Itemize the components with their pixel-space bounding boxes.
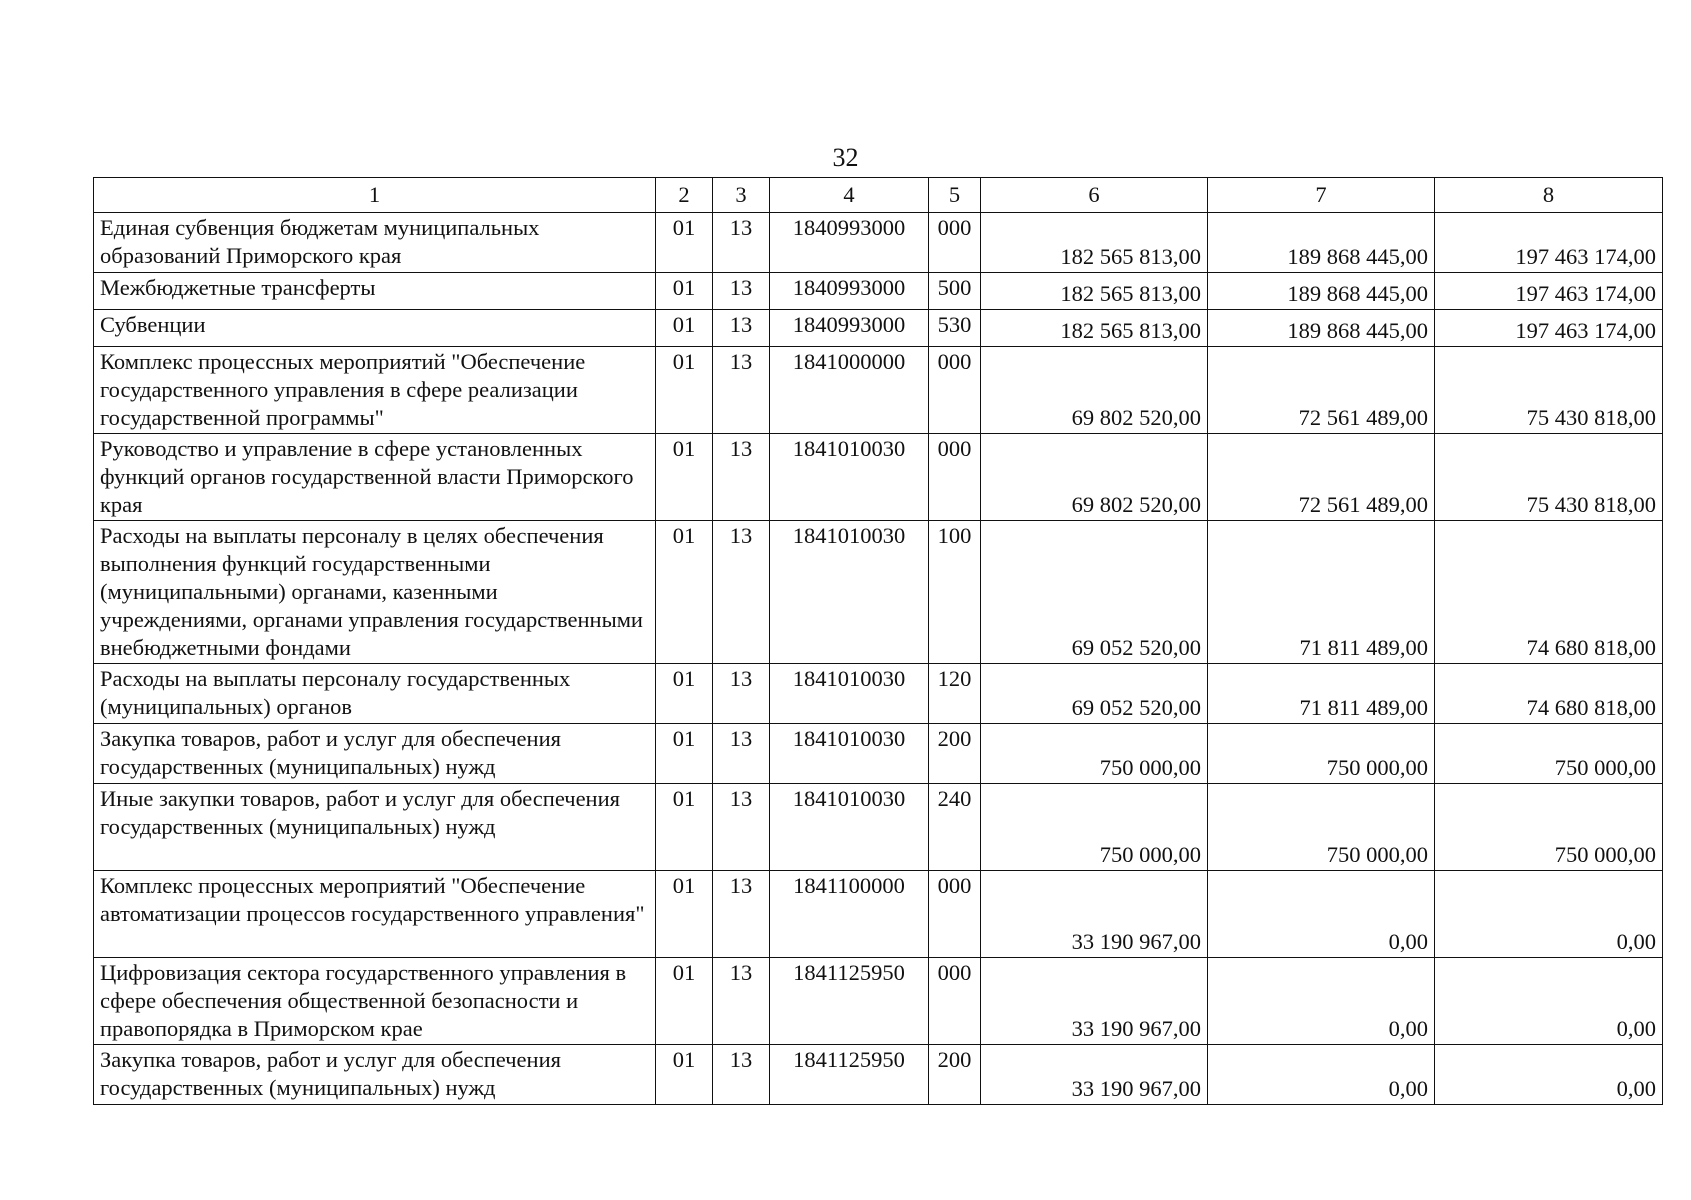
table-row bbox=[94, 871, 1663, 958]
target-article-cell: 1841010030 bbox=[770, 664, 929, 724]
amount-col7-cell: 72 561 489,00 bbox=[1208, 434, 1435, 521]
target-article-cell: 1841010030 bbox=[770, 724, 929, 784]
target-article-cell: 1841010030 bbox=[770, 434, 929, 521]
section-code-cell: 01 bbox=[656, 434, 713, 521]
column-number-header: 7 bbox=[1208, 178, 1435, 213]
subsection-code-cell: 13 bbox=[713, 871, 770, 958]
subsection-code-cell: 13 bbox=[713, 958, 770, 1045]
table-row bbox=[94, 310, 1663, 347]
amount-col6-cell: 69 052 520,00 bbox=[981, 664, 1208, 724]
amount-col8-cell: 0,00 bbox=[1435, 1045, 1663, 1105]
item-name-cell: Закупка товаров, работ и услуг для обеспечения государственных (муниципальных) нужд bbox=[94, 1045, 656, 1105]
subsection-code-cell: 13 bbox=[713, 724, 770, 784]
target-article-cell: 1840993000 bbox=[770, 273, 929, 310]
amount-col8-cell: 750 000,00 bbox=[1435, 784, 1663, 871]
target-article-cell: 1840993000 bbox=[770, 310, 929, 347]
amount-col6-cell: 182 565 813,00 bbox=[981, 273, 1208, 310]
expense-type-cell: 200 bbox=[929, 724, 981, 784]
target-article-cell: 1840993000 bbox=[770, 213, 929, 273]
expense-type-cell: 000 bbox=[929, 347, 981, 434]
page-number: 32 bbox=[832, 143, 859, 172]
item-name-cell: Комплекс процессных мероприятий "Обеспечение государственного управления в сфере реализации государственной программы" bbox=[94, 347, 656, 434]
expense-type-cell: 500 bbox=[929, 273, 981, 310]
item-name-cell: Расходы на выплаты персоналу в целях обеспечения выполнения функций государственными (муниципальными) органами, казенными учреждениями, органами управления государственными внебюджетными фондами bbox=[94, 521, 656, 664]
section-code-cell: 01 bbox=[656, 784, 713, 871]
item-name-cell: Расходы на выплаты персоналу государственных (муниципальных) органов bbox=[94, 664, 656, 724]
item-name-cell: Субвенции bbox=[94, 310, 656, 347]
column-number-header: 2 bbox=[656, 178, 713, 213]
section-code-cell: 01 bbox=[656, 347, 713, 434]
expense-type-cell: 120 bbox=[929, 664, 981, 724]
budget-table bbox=[93, 177, 1663, 1105]
subsection-code-cell: 13 bbox=[713, 664, 770, 724]
target-article-cell: 1841010030 bbox=[770, 784, 929, 871]
amount-col8-cell: 197 463 174,00 bbox=[1435, 273, 1663, 310]
expense-type-cell: 200 bbox=[929, 1045, 981, 1105]
column-number-header: 4 bbox=[770, 178, 929, 213]
expense-type-cell: 000 bbox=[929, 434, 981, 521]
amount-col8-cell: 197 463 174,00 bbox=[1435, 310, 1663, 347]
table-row bbox=[94, 958, 1663, 1045]
column-number-header-row bbox=[94, 178, 1663, 213]
subsection-code-cell: 13 bbox=[713, 347, 770, 434]
section-code-cell: 01 bbox=[656, 871, 713, 958]
table-row bbox=[94, 784, 1663, 871]
amount-col6-cell: 69 052 520,00 bbox=[981, 521, 1208, 664]
amount-col6-cell: 33 190 967,00 bbox=[981, 958, 1208, 1045]
section-code-cell: 01 bbox=[656, 521, 713, 664]
amount-col8-cell: 75 430 818,00 bbox=[1435, 434, 1663, 521]
section-code-cell: 01 bbox=[656, 273, 713, 310]
item-name-cell: Закупка товаров, работ и услуг для обеспечения государственных (муниципальных) нужд bbox=[94, 724, 656, 784]
amount-col7-cell: 0,00 bbox=[1208, 871, 1435, 958]
amount-col8-cell: 0,00 bbox=[1435, 958, 1663, 1045]
amount-col7-cell: 0,00 bbox=[1208, 1045, 1435, 1105]
table-row bbox=[94, 273, 1663, 310]
subsection-code-cell: 13 bbox=[713, 1045, 770, 1105]
column-number-header: 5 bbox=[929, 178, 981, 213]
amount-col6-cell: 182 565 813,00 bbox=[981, 310, 1208, 347]
table-row bbox=[94, 521, 1663, 664]
amount-col7-cell: 189 868 445,00 bbox=[1208, 310, 1435, 347]
amount-col7-cell: 71 811 489,00 bbox=[1208, 521, 1435, 664]
section-code-cell: 01 bbox=[656, 958, 713, 1045]
amount-col8-cell: 750 000,00 bbox=[1435, 724, 1663, 784]
amount-col7-cell: 0,00 bbox=[1208, 958, 1435, 1045]
expense-type-cell: 000 bbox=[929, 871, 981, 958]
subsection-code-cell: 13 bbox=[713, 434, 770, 521]
table-row bbox=[94, 213, 1663, 273]
amount-col6-cell: 33 190 967,00 bbox=[981, 871, 1208, 958]
amount-col7-cell: 71 811 489,00 bbox=[1208, 664, 1435, 724]
item-name-cell: Межбюджетные трансферты bbox=[94, 273, 656, 310]
subsection-code-cell: 13 bbox=[713, 273, 770, 310]
table-row bbox=[94, 347, 1663, 434]
amount-col6-cell: 182 565 813,00 bbox=[981, 213, 1208, 273]
subsection-code-cell: 13 bbox=[713, 213, 770, 273]
expense-type-cell: 240 bbox=[929, 784, 981, 871]
item-name-cell: Руководство и управление в сфере установленных функций органов государственной власти Приморского края bbox=[94, 434, 656, 521]
item-name-cell: Комплекс процессных мероприятий "Обеспечение автоматизации процессов государственного управления" bbox=[94, 871, 656, 958]
target-article-cell: 1841010030 bbox=[770, 521, 929, 664]
table-row bbox=[94, 434, 1663, 521]
section-code-cell: 01 bbox=[656, 724, 713, 784]
subsection-code-cell: 13 bbox=[713, 310, 770, 347]
amount-col8-cell: 75 430 818,00 bbox=[1435, 347, 1663, 434]
item-name-cell: Единая субвенция бюджетам муниципальных образований Приморского края bbox=[94, 213, 656, 273]
amount-col6-cell: 69 802 520,00 bbox=[981, 434, 1208, 521]
target-article-cell: 1841000000 bbox=[770, 347, 929, 434]
expense-type-cell: 530 bbox=[929, 310, 981, 347]
amount-col7-cell: 189 868 445,00 bbox=[1208, 213, 1435, 273]
amount-col8-cell: 74 680 818,00 bbox=[1435, 521, 1663, 664]
expense-type-cell: 000 bbox=[929, 958, 981, 1045]
target-article-cell: 1841125950 bbox=[770, 958, 929, 1045]
amount-col8-cell: 74 680 818,00 bbox=[1435, 664, 1663, 724]
amount-col6-cell: 33 190 967,00 bbox=[981, 1045, 1208, 1105]
table-row bbox=[94, 664, 1663, 724]
amount-col8-cell: 0,00 bbox=[1435, 871, 1663, 958]
table-row bbox=[94, 724, 1663, 784]
amount-col6-cell: 69 802 520,00 bbox=[981, 347, 1208, 434]
section-code-cell: 01 bbox=[656, 664, 713, 724]
subsection-code-cell: 13 bbox=[713, 784, 770, 871]
amount-col8-cell: 197 463 174,00 bbox=[1435, 213, 1663, 273]
expense-type-cell: 000 bbox=[929, 213, 981, 273]
amount-col6-cell: 750 000,00 bbox=[981, 784, 1208, 871]
amount-col7-cell: 72 561 489,00 bbox=[1208, 347, 1435, 434]
target-article-cell: 1841125950 bbox=[770, 1045, 929, 1105]
section-code-cell: 01 bbox=[656, 310, 713, 347]
column-number-header: 8 bbox=[1435, 178, 1663, 213]
table-row bbox=[94, 1045, 1663, 1105]
expense-type-cell: 100 bbox=[929, 521, 981, 664]
section-code-cell: 01 bbox=[656, 1045, 713, 1105]
subsection-code-cell: 13 bbox=[713, 521, 770, 664]
column-number-header: 6 bbox=[981, 178, 1208, 213]
amount-col7-cell: 189 868 445,00 bbox=[1208, 273, 1435, 310]
amount-col7-cell: 750 000,00 bbox=[1208, 784, 1435, 871]
target-article-cell: 1841100000 bbox=[770, 871, 929, 958]
item-name-cell: Цифровизация сектора государственного управления в сфере обеспечения общественной безопасности и правопорядка в Приморском крае bbox=[94, 958, 656, 1045]
section-code-cell: 01 bbox=[656, 213, 713, 273]
amount-col7-cell: 750 000,00 bbox=[1208, 724, 1435, 784]
amount-col6-cell: 750 000,00 bbox=[981, 724, 1208, 784]
item-name-cell: Иные закупки товаров, работ и услуг для обеспечения государственных (муниципальных) нужд bbox=[94, 784, 656, 871]
column-number-header: 1 bbox=[94, 178, 656, 213]
column-number-header: 3 bbox=[713, 178, 770, 213]
